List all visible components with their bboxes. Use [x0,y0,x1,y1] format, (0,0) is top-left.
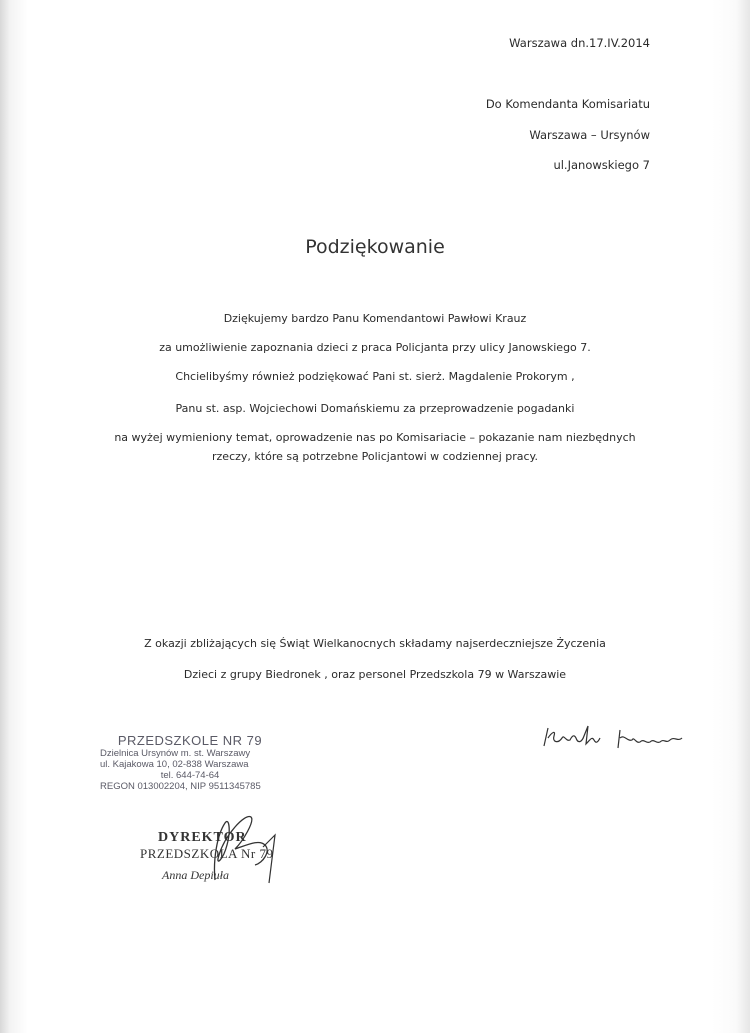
director-signature [185,805,285,890]
body-line-senders: Dzieci z grupy Biedronek , oraz personel Przedszkola 79 w Warszawie [183,668,567,681]
body-line-6: rzeczy, które są potrzebne Policjantowi w codziennej pracy. [212,450,538,463]
stamp-title: PRZEDSZKOLE NR 79 [117,733,263,748]
director-stamp-line-3: Anna Depiuła [162,868,229,882]
letter-title: Podziękowanie [305,236,445,258]
director-stamp-line-2: PRZEDSZKOLA Nr 79 [140,846,274,861]
scan-edge-left [0,0,30,1033]
stamp-line-3: tel. 644-74-64 [160,770,220,781]
letter-date: Warszawa dn.17.IV.2014 [509,36,650,50]
director-stamp-line-1: DYREKTOR [158,830,247,845]
scan-edge-right [710,0,750,1033]
body-line-greetings: Z okazji zbliżających się Świąt Wielkanocnych składamy najserdeczniejsze Życzenia [144,637,606,650]
stamp-line-1: Dzielnica Ursynów m. st. Warszawy [100,748,251,759]
kindergarten-stamp [100,733,280,792]
stamp-line-4: REGON 013002204, NIP 9511345785 [100,781,261,792]
recipient-line-3: ul.Janowskiego 7 [553,158,650,172]
body-line-5: na wyżej wymieniony temat, oprowadzenie nas po Komisariacie – pokazanie nam niezbędnych [114,431,636,444]
recipient-line-1: Do Komendanta Komisariatu [485,97,650,111]
body-line-1: Dziękujemy bardzo Panu Komendantowi Pawłowi Krauz [223,312,527,325]
teacher-signature [540,722,690,756]
stamp-line-2: ul. Kajakowa 10, 02-838 Warszawa [100,759,249,770]
recipient-line-2: Warszawa – Ursynów [529,128,650,142]
body-line-3: Chcielibyśmy również podziękować Pani st. sierż. Magdalenie Prokorym , [175,370,575,383]
body-line-2: za umożliwienie zapoznania dzieci z praca Policjanta przy ulicy Janowskiego 7. [159,341,591,354]
body-line-4: Panu st. asp. Wojciechowi Domańskiemu za przeprowadzenie pogadanki [175,402,575,415]
